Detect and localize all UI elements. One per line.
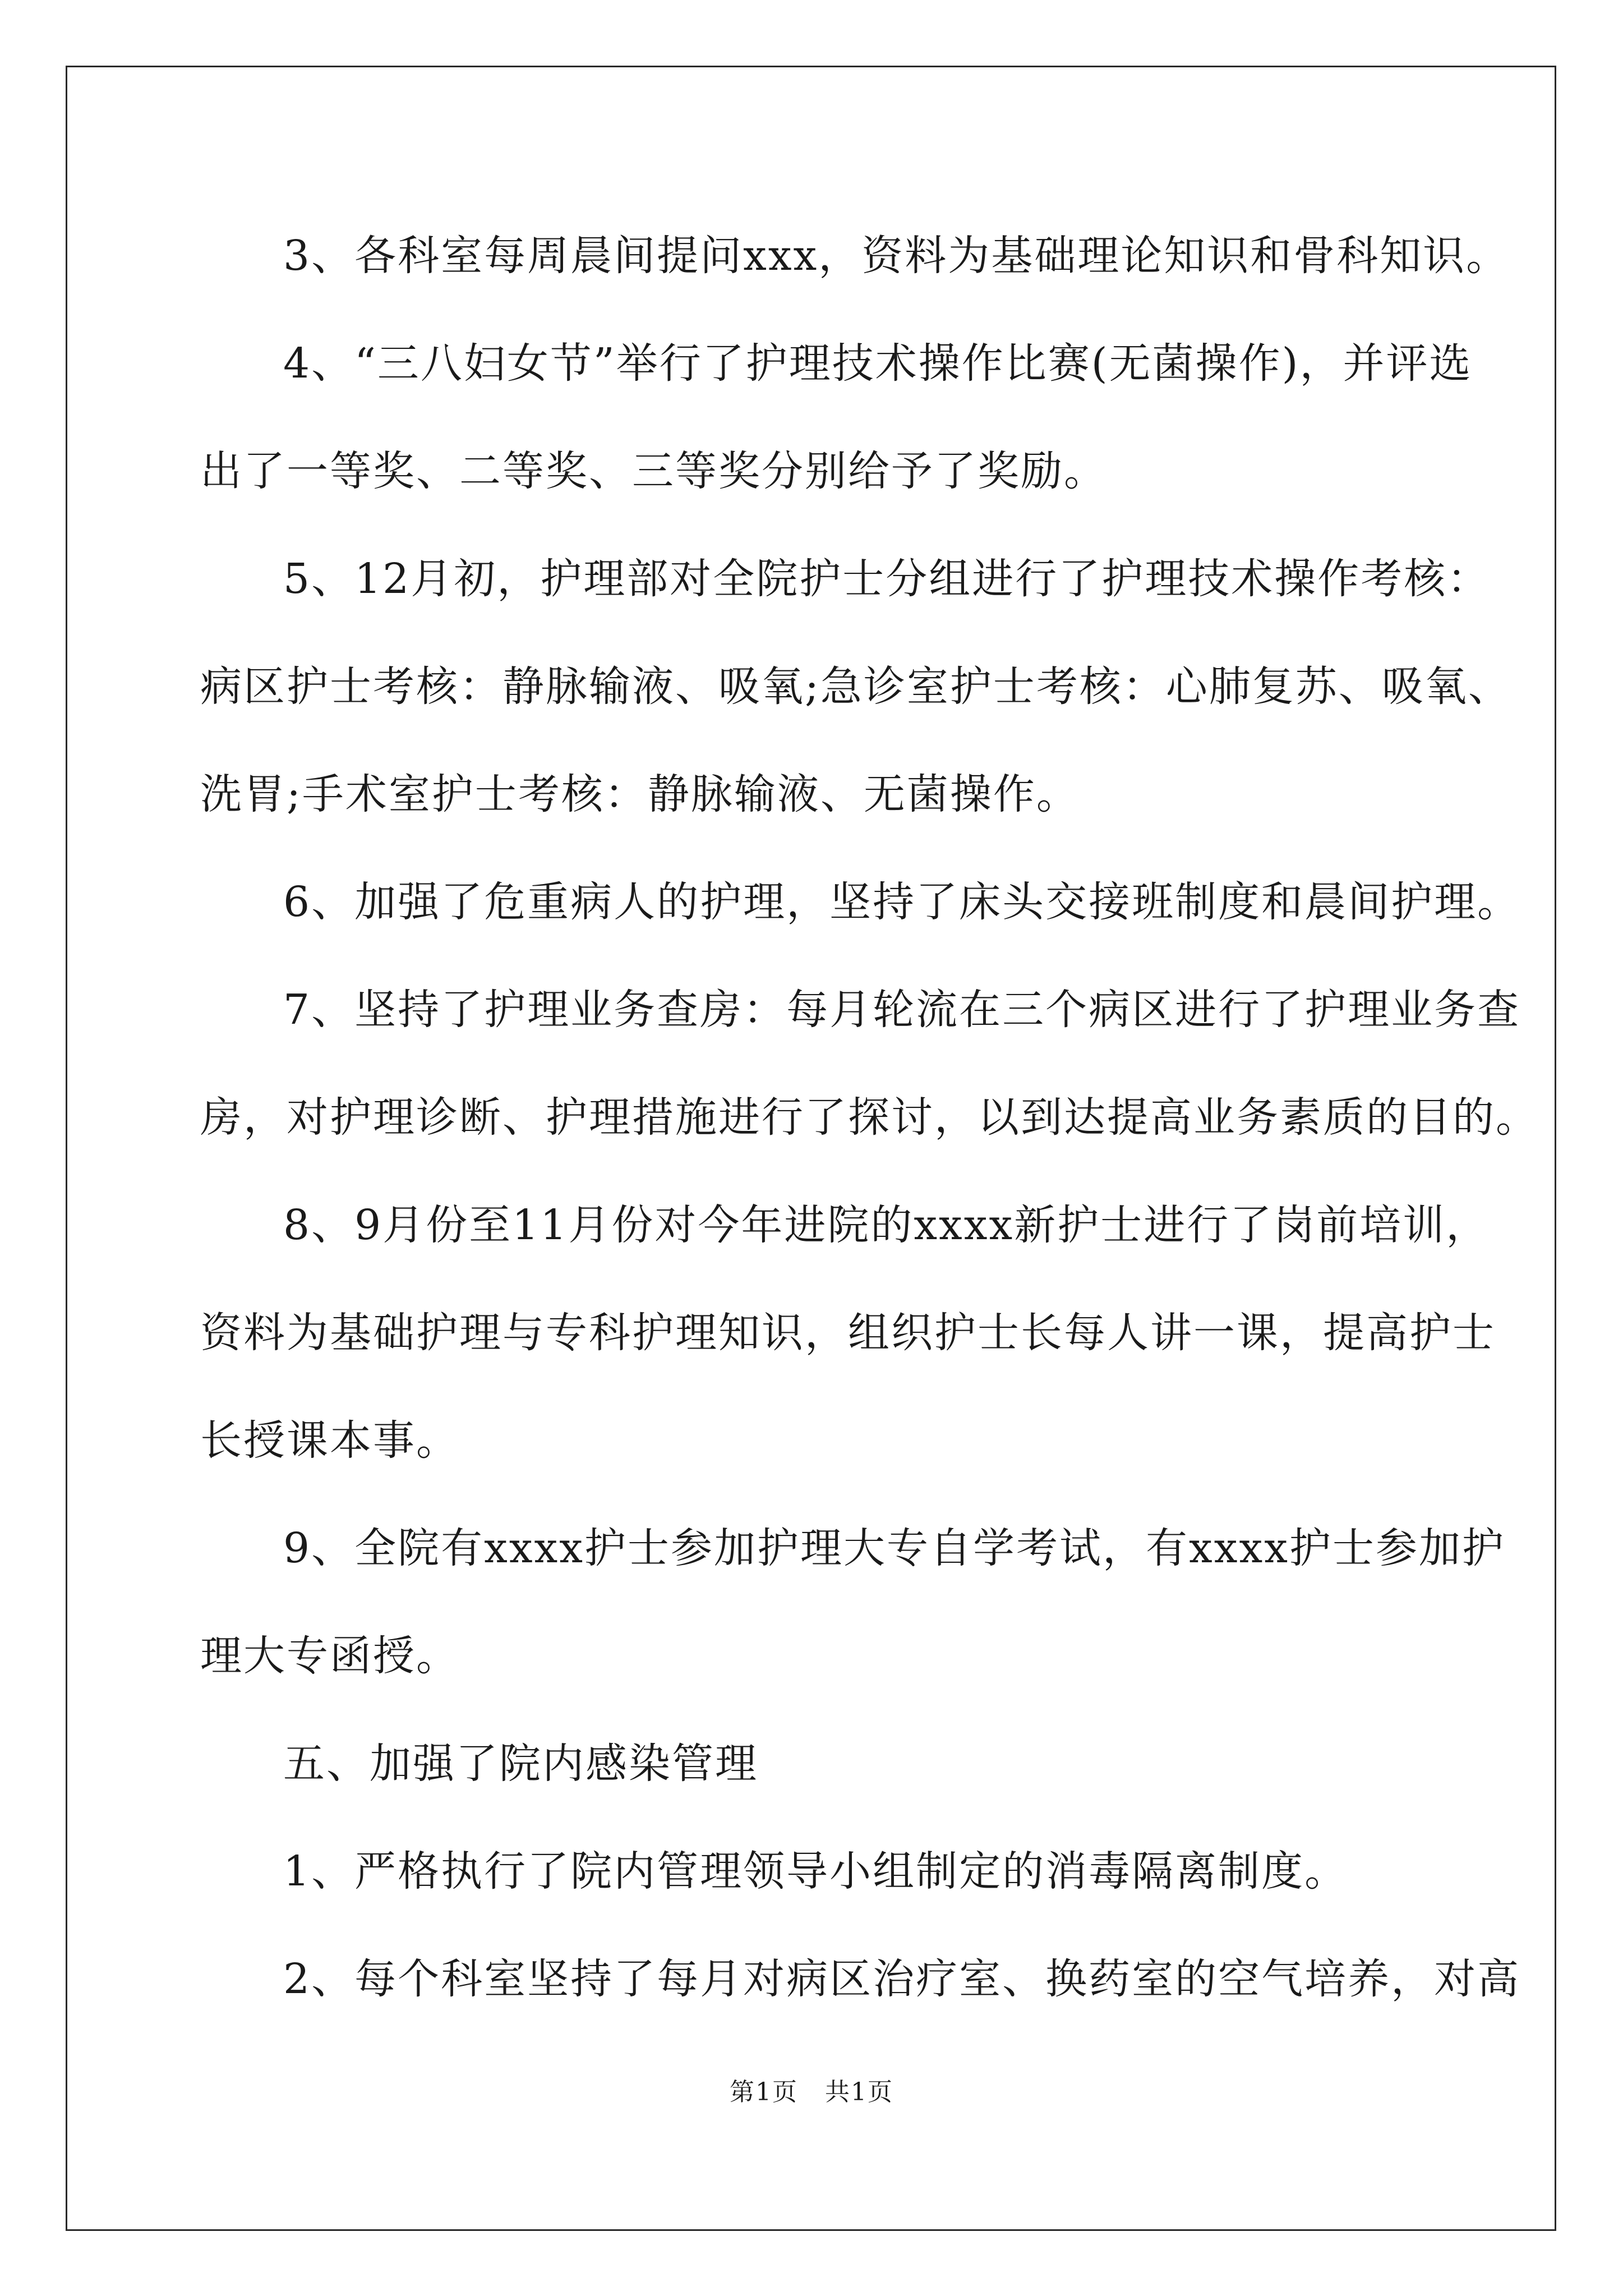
text-line: 7、坚持了护理业务查房：每月轮流在三个病区进行了护理业务查 (283, 986, 1521, 1034)
text-line: 6、加强了危重病人的护理，坚持了床头交接班制度和晨间护理。 (283, 878, 1521, 926)
text-line: 4、“三八妇女节”举行了护理技术操作比赛(无菌操作)，并评选 (283, 339, 1473, 388)
text-line: 出了一等奖、二等奖、三等奖分别给予了奖励。 (200, 447, 1107, 495)
text-line: 理大专函授。 (200, 1632, 459, 1680)
text-line: 9、全院有xxxx护士参加护理大专自学考试，有xxxx护士参加护 (283, 1524, 1505, 1572)
text-line: 资料为基础护理与专科护理知识，组织护士长每人讲一课，提高护士 (200, 1309, 1496, 1357)
text-line: 2、每个科室坚持了每月对病区治疗室、换药室的空气培养，对高 (283, 1955, 1521, 2003)
text-line: 8、9月份至11月份对今年进院的xxxx新护士进行了岗前培训， (283, 1201, 1490, 1249)
text-line: 长授课本事。 (200, 1416, 459, 1465)
page-footer: 第1页 共1页 (730, 2078, 893, 2106)
text-line: 5、12月初，护理部对全院护士分组进行了护理技术操作考核： (283, 555, 1491, 603)
text-line: 病区护士考核：静脉输液、吸氧;急诊室护士考核：心肺复苏、吸氧、 (200, 662, 1511, 711)
text-line: 五、加强了院内感染管理 (283, 1740, 758, 1788)
text-line: 洗胃;手术室护士考核：静脉输液、无菌操作。 (200, 770, 1080, 818)
text-line: 1、严格执行了院内管理领导小组制定的消毒隔离制度。 (283, 1847, 1348, 1895)
document-body (200, 202, 1539, 2033)
text-line: 房，对护理诊断、护理措施进行了探讨，以到达提高业务素质的目的。 (200, 1093, 1539, 1142)
text-line: 3、各科室每周晨间提问xxx，资料为基础理论知识和骨科知识。 (283, 232, 1510, 280)
